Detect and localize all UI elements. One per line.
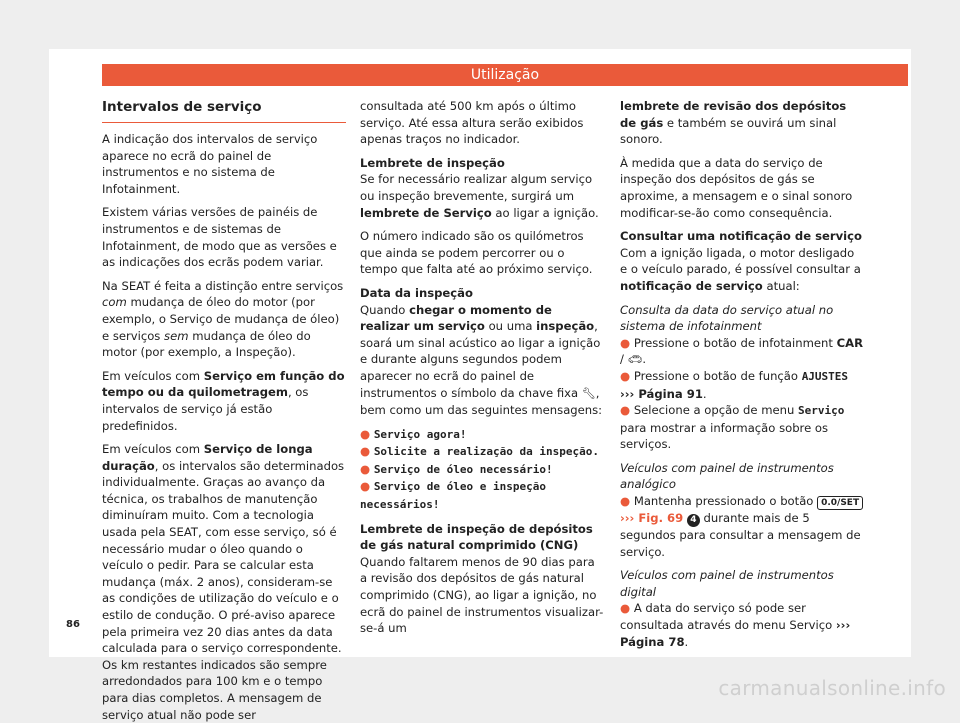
paragraph: Existem várias versões de painéis de instrumentos e de sistemas de Infotainment, de modo que as versões e as indicações dos ecrãs podem variar.	[102, 205, 337, 270]
italic-heading: Consulta da data do serviço atual no sistema de infotainment	[620, 302, 834, 334]
paragraph: consultada até 500 km após o último serviço. Até essa altura serão exibidos apenas traços no indicador.	[360, 99, 584, 147]
column-2	[360, 98, 604, 644]
paragraph: Quando faltarem menos de 90 dias para a revisão dos depósitos de gás natural comprimido (CNG), ao ligar a ignição, no ecrã do painel de instrumentos visualizar-se-á um	[360, 554, 604, 636]
page-link[interactable]: ››› Página 78	[620, 618, 851, 649]
message-item: ● Serviço de óleo necessário!	[360, 461, 553, 476]
page-number: 86	[66, 619, 80, 630]
step-item: ● Selecione a opção de menu Serviço para mostrar a informação sobre os serviços.	[620, 403, 845, 452]
figure-link[interactable]: ››› Fig. 69	[620, 511, 684, 526]
subheading: Data da inspeção	[360, 285, 473, 300]
wrench-icon: 🔧︎	[581, 386, 596, 400]
paragraph: Na SEAT é feita a distinção entre serviços com mudança de óleo do motor (por exemplo, o Serviço de mudança de óleo) e serviços sem mudança de óleo do motor (por exemplo, a Inspeção).	[102, 278, 344, 360]
step-item: ● Pressione o botão de infotainment CAR / 🚗︎.	[620, 335, 864, 367]
paragraph: Com a ignição ligada, o motor desligado e o veículo parado, é possível consultar a notificação de serviço atual:	[620, 245, 861, 293]
paragraph: lembrete de revisão dos depósitos de gás e também se ouvirá um sinal sonoro.	[620, 99, 847, 147]
set-button-key: 0.0/SET	[817, 496, 863, 510]
step-item: ● Mantenha pressionado o botão 0.0/SET ››› Fig. 69 4 durante mais de 5 segundos para consultar a mensagem de serviço.	[620, 493, 864, 560]
section-title: Intervalos de serviço	[102, 98, 346, 123]
paragraph: À medida que a data do serviço de inspeção dos depósitos de gás se aproxime, a mensagem e o sinal sonoro modificar-se-ão como consequência.	[620, 155, 853, 220]
message-item: ● Serviço agora!	[360, 426, 467, 441]
step-item: ● A data do serviço só pode ser consultada através do menu Serviço ››› Página 78.	[620, 601, 851, 649]
italic-heading: Veículos com painel de instrumentos analógico	[620, 460, 834, 492]
watermark: carmanualsonline.info	[718, 676, 946, 700]
paragraph: Em veículos com Serviço de longa duração, os intervalos são determinados individualmente. Graças ao avanço da técnica, os trabalhos de manutenção diminuíram muito. Com a tecnologia usada pela SEAT, com esse serviço, só é necessário mudar o óleo quando o veículo o pedir. Para se calcular esta mudança (máx. 2 anos), consideram-se as condições de utilização do veículo e o estilo de condução. O pré-aviso aparece pela primeira vez 20 dias antes da data calculada para o serviço correspondente. Os km restantes indicados são sempre arredondados para 100 km e o tempo para dias completos. A mensagem de serviço atual não pode ser	[102, 442, 345, 722]
paragraph: Quando chegar o momento de realizar um serviço ou uma inspeção, soará um sinal acústico ao ligar a ignição e durante alguns segundos podem aparecer no ecrã do painel de instrumentos o símbolo da chave fixa 🔧︎, bem como um das seguintes mensagens:	[360, 302, 603, 418]
message-item: ● Serviço de óleo e inspeção necessários!	[360, 479, 546, 512]
paragraph: Em veículos com Serviço em função do tempo ou da quilometragem, os intervalos de serviço já estão predefinidos.	[102, 368, 345, 433]
subheading: Lembrete de inspeção	[360, 155, 505, 170]
step-item: ● Pressione o botão de função AJUSTES ››› Página 91.	[620, 368, 849, 401]
page-link[interactable]: ››› Página 91	[620, 386, 703, 401]
car-menu-icon: 🚗︎	[627, 352, 643, 367]
paragraph: Se for necessário realizar algum serviço ou inspeção brevemente, surgirá um lembrete de Serviço ao ligar a ignição.	[360, 172, 599, 220]
paragraph: O número indicado são os quilómetros que ainda se podem percorrer ou o tempo que falta até ao próximo serviço.	[360, 229, 593, 277]
subheading: Consultar uma notificação de serviço	[620, 229, 862, 244]
message-item: ● Solicite a realização da inspeção.	[360, 444, 599, 459]
callout-number: 4	[687, 514, 700, 527]
chapter-header: Utilização	[102, 64, 908, 86]
column-1	[102, 98, 346, 723]
column-3	[620, 98, 864, 657]
italic-heading: Veículos com painel de instrumentos digital	[620, 568, 834, 599]
paragraph: A indicação dos intervalos de serviço aparece no ecrã do painel de instrumentos e no sistema de Infotainment.	[102, 132, 318, 196]
subheading: Lembrete de inspeção de depósitos de gás natural comprimido (CNG)	[360, 521, 593, 553]
